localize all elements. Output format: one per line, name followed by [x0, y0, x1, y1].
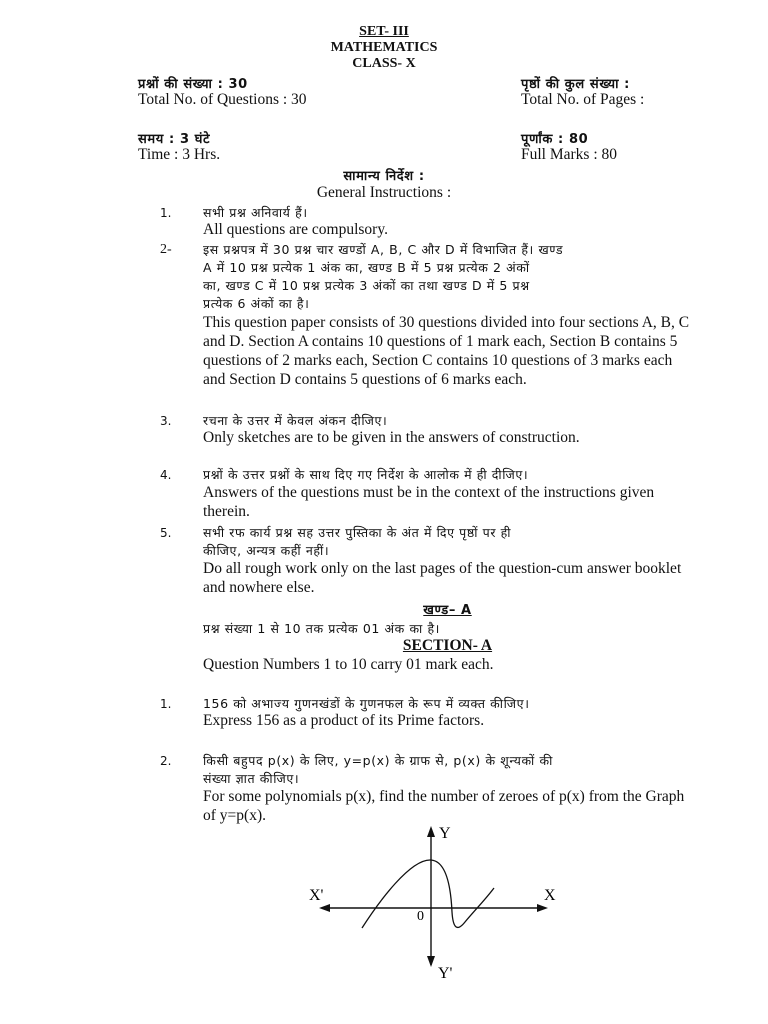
x-axis-label-negative: X': [309, 887, 324, 904]
x-axis-arrow-right: [537, 904, 548, 912]
questions-count-english: Total No. of Questions : 30: [138, 91, 307, 108]
question-number: 1.: [160, 697, 172, 711]
instruction-text-english: Answers of the questions must be in the context of the instructions given: [203, 484, 655, 501]
question-text-english: For some polynomials p(x), find the number of zeroes of p(x) from the Graph: [203, 788, 685, 805]
polynomial-curve: [362, 860, 494, 928]
subject-title: MATHEMATICS: [330, 40, 438, 55]
question-text-hindi: संख्या ज्ञात कीजिए।: [203, 771, 300, 786]
instruction-text-english: Only sketches are to be given in the answers of construction.: [203, 429, 580, 446]
x-axis-arrow-left: [319, 904, 330, 912]
y-axis-arrow-up: [427, 826, 435, 837]
instruction-text-hindi: रचना के उत्तर में केवल अंकन दीजिए।: [203, 413, 388, 428]
instruction-text-hindi: प्रश्नों के उत्तर प्रश्नों के साथ दिए गए निर्देश के आलोक में ही दीजिए।: [203, 467, 529, 482]
y-axis-label-negative: Y': [438, 965, 453, 982]
pages-count-hindi: पृष्ठों की कुल संख्या :: [521, 77, 630, 92]
x-axis-label-positive: X: [544, 887, 556, 904]
set-label: SET- III: [359, 24, 409, 39]
question-text-english: Express 156 as a product of its Prime factors.: [203, 712, 485, 729]
instruction-text-english: therein.: [203, 503, 250, 520]
instruction-text-hindi: प्रत्येक 6 अंकों का है।: [203, 296, 310, 311]
instruction-number: 5.: [160, 526, 172, 540]
questions-count-hindi: प्रश्नों की संख्या : 30: [138, 77, 248, 92]
section-title-english: SECTION- A: [402, 637, 493, 654]
instructions-title-hindi: सामान्य निर्देश :: [343, 169, 425, 184]
polynomial-graph: [300, 820, 580, 1024]
instruction-number: 1.: [160, 206, 172, 220]
instruction-number: 4.: [160, 468, 172, 482]
question-text-english: of y=p(x).: [203, 807, 266, 824]
origin-label: 0: [417, 909, 424, 924]
instruction-text-hindi: इस प्रश्नपत्र में 30 प्रश्न चार खण्डों A, B, C और D में विभाजित हैं। खण्ड: [203, 242, 564, 257]
instruction-text-hindi: का, खण्ड C में 10 प्रश्न प्रत्येक 3 अंकों का तथा खण्ड D में 5 प्रश्न: [203, 278, 530, 293]
instruction-text-hindi: A में 10 प्रश्न प्रत्येक 1 अंक का, खण्ड B में 5 प्रश्न प्रत्येक 2 अंकों: [203, 260, 530, 275]
instruction-text-hindi: सभी रफ कार्य प्रश्न सह उत्तर पुस्तिका के अंत में दिए पृष्ठों पर ही: [203, 525, 512, 540]
y-axis-label-positive: Y: [439, 825, 451, 842]
instruction-text-english: and D. Section A contains 10 questions of 1 mark each, Section B contains 5: [203, 333, 678, 350]
question-number: 2.: [160, 754, 172, 768]
question-text-hindi: किसी बहुपद p(x) के लिए, y=p(x) के ग्राफ से, p(x) के शून्यकों की: [203, 753, 553, 768]
time-english: Time : 3 Hrs.: [138, 146, 221, 163]
question-text-hindi: 156 को अभाज्य गुणनखंडों के गुणनफल के रूप में व्यक्त कीजिए।: [203, 696, 530, 711]
pages-count-english: Total No. of Pages :: [521, 91, 645, 108]
instruction-number: 3.: [160, 414, 172, 428]
class-label: CLASS- X: [352, 56, 416, 71]
instruction-text-english: questions of 2 marks each, Section C contains 10 questions of 3 marks each: [203, 352, 673, 369]
instruction-text-english: Do all rough work only on the last pages of the question-cum answer booklet: [203, 560, 682, 577]
instruction-text-hindi: सभी प्रश्न अनिवार्य हैं।: [203, 205, 308, 220]
full-marks-english: Full Marks : 80: [521, 146, 618, 163]
section-description-hindi: प्रश्न संख्या 1 से 10 तक प्रत्येक 01 अंक का है।: [203, 621, 441, 636]
instruction-text-english: and Section D contains 5 questions of 6 marks each.: [203, 371, 527, 388]
instruction-number: 2-: [160, 242, 172, 257]
time-hindi: समय : 3 घंटे: [138, 132, 211, 147]
section-title-hindi: खण्ड– A: [423, 603, 472, 618]
instructions-title-english: General Instructions :: [316, 184, 452, 201]
section-description-english: Question Numbers 1 to 10 carry 01 mark each.: [203, 656, 494, 673]
full-marks-hindi: पूर्णांक : 80: [521, 132, 589, 147]
instruction-text-english: This question paper consists of 30 questions divided into four sections A, B, C: [203, 314, 690, 331]
instruction-text-hindi: कीजिए, अन्यत्र कहीं नहीं।: [203, 543, 330, 558]
instruction-text-english: and nowhere else.: [203, 579, 315, 596]
instruction-text-english: All questions are compulsory.: [203, 221, 388, 238]
y-axis-arrow-down: [427, 956, 435, 967]
